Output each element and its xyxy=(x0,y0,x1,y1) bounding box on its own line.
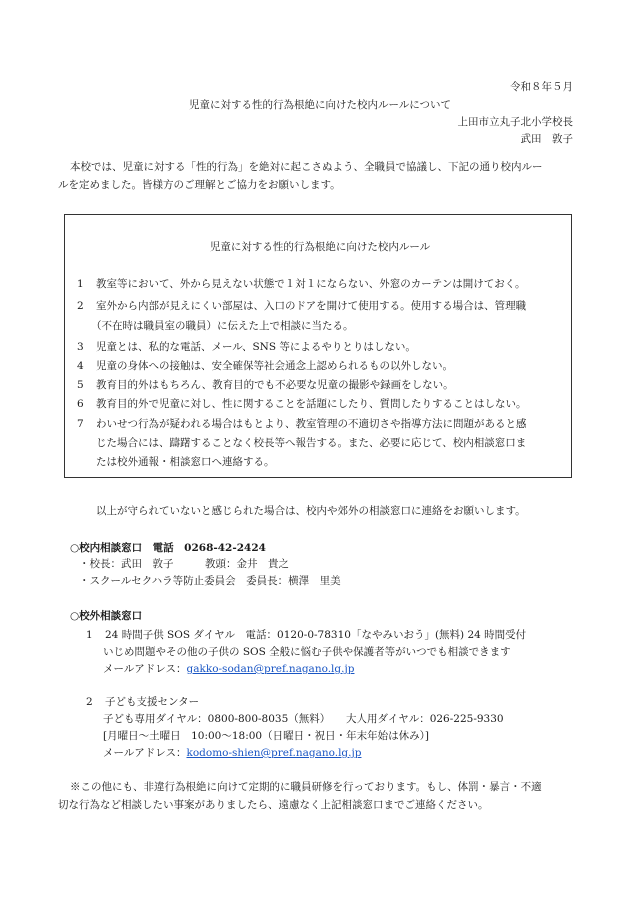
rule-text: じた場合には、躊躇することなく校長等へ報告する。また、必要に応じて、校内相談窓口ま xyxy=(96,437,527,449)
support-mail-line xyxy=(103,746,361,760)
intro-line-2: ルを定めました。皆様方のご理解とご協力をお願いします。 xyxy=(58,179,341,191)
sos-mail-line xyxy=(103,662,354,676)
sos-mail-link[interactable]: gakko-sodan@pref.nagano.lg.jp xyxy=(186,663,355,675)
sos-dial-description: いじめ問題やその他の子供の SOS 全般に悩む子供や保護者等がいつでも相談できます xyxy=(103,646,511,658)
mail-label: メールアドレス： xyxy=(103,747,187,759)
school-name: 上田市立丸子北小学校長 xyxy=(457,116,573,128)
rule-number: 1 xyxy=(77,278,84,290)
mail-label: メールアドレス： xyxy=(103,663,187,675)
rule-text: （不在時は職員室の職員）に伝えた上で相談に当たる。 xyxy=(91,320,354,332)
footer-line-2: 切な行為など相談したい事案がありましたら、遠慮なく上記相談窓口までご連絡ください。 xyxy=(58,799,489,811)
rule-number: 2 xyxy=(77,300,84,312)
rule-number: 5 xyxy=(77,379,84,391)
date: 令和８年５月 xyxy=(510,81,573,93)
external-contact-heading: ○校外相談窓口 xyxy=(70,610,143,622)
rule-text: 児童の身体への接触は、安全確保等社会通念上認められるもの以外しない。 xyxy=(96,360,453,372)
rule-text: 教育目的外で児童に対し、性に関することを話題にしたり、質問したりすることはしない。 xyxy=(96,398,527,410)
notice-text: 以上が守られていないと感じられた場合は、校内や郊外の相談窓口に連絡をお願いします。 xyxy=(96,505,526,517)
internal-contact-committee: ・スクールセクハラ等防止委員会 委員長：横澤 里美 xyxy=(79,575,341,587)
internal-contact-heading: ○校内相談窓口 電話 0268-42-2424 xyxy=(70,542,266,554)
footer-line-1: ※この他にも、非違行為根絶に向けて定期的に職員研修を行っております。もし、体罰・暴言・不適 xyxy=(70,781,542,793)
sos-dial-line: 24 時間子供 SOS ダイヤル 電話：0120-0-78310「なやみいおう」(無料) 24 時間受付 xyxy=(105,629,527,641)
external-item-number: 2 xyxy=(86,696,93,708)
intro-line-1: 本校では、児童に対する「性的行為」を絶対に起こさぬよう、全職員で協議し、下記の通り校内ルー xyxy=(70,161,543,173)
rule-text: たは校外通報・相談窓口へ連絡する。 xyxy=(96,456,275,468)
rule-number: 6 xyxy=(77,398,84,410)
rule-text: 室外から内部が見えにくい部屋は、入口のドアを開けて使用する。使用する場合は、管理職 xyxy=(96,300,527,312)
rule-text: 教室等において、外から見えない状態で１対１にならない、外窓のカーテンは開けておく。 xyxy=(96,278,526,290)
rule-text: 児童とは、私的な電話、メール、SNS 等によるやりとりはしない。 xyxy=(96,341,416,353)
support-center-hours: [月曜日～土曜日 10:00～18:00（日曜日・祝日・年末年始は休み）] xyxy=(103,730,429,742)
internal-contact-staff: ・校長：武田 敦子 教頭：金井 貴之 xyxy=(79,558,289,570)
rules-title: 児童に対する性的行為根絶に向けた校内ルール xyxy=(209,241,431,253)
rule-text: 教育目的外はもちろん、教育目的でも不必要な児童の撮影や録画をしない。 xyxy=(96,379,454,391)
rule-number: 7 xyxy=(77,418,84,430)
external-item-number: 1 xyxy=(86,629,93,641)
principal-name: 武田 敦子 xyxy=(520,133,573,145)
support-center-name: 子ども支援センター xyxy=(105,696,200,708)
rule-number: 4 xyxy=(77,360,84,372)
document-title: 児童に対する性的行為根絶に向けた校内ルールについて xyxy=(188,99,452,111)
rule-number: 3 xyxy=(77,341,84,353)
support-mail-link[interactable]: kodomo-shien@pref.nagano.lg.jp xyxy=(186,747,362,759)
support-center-dials: 子ども専用ダイヤル：0800-800-8035（無料） 大人用ダイヤル：026-225-9330 xyxy=(103,713,504,725)
rule-text: わいせつ行為が疑われる場合はもとより、教室管理の不適切さや指導方法に問題があると感 xyxy=(96,418,527,430)
